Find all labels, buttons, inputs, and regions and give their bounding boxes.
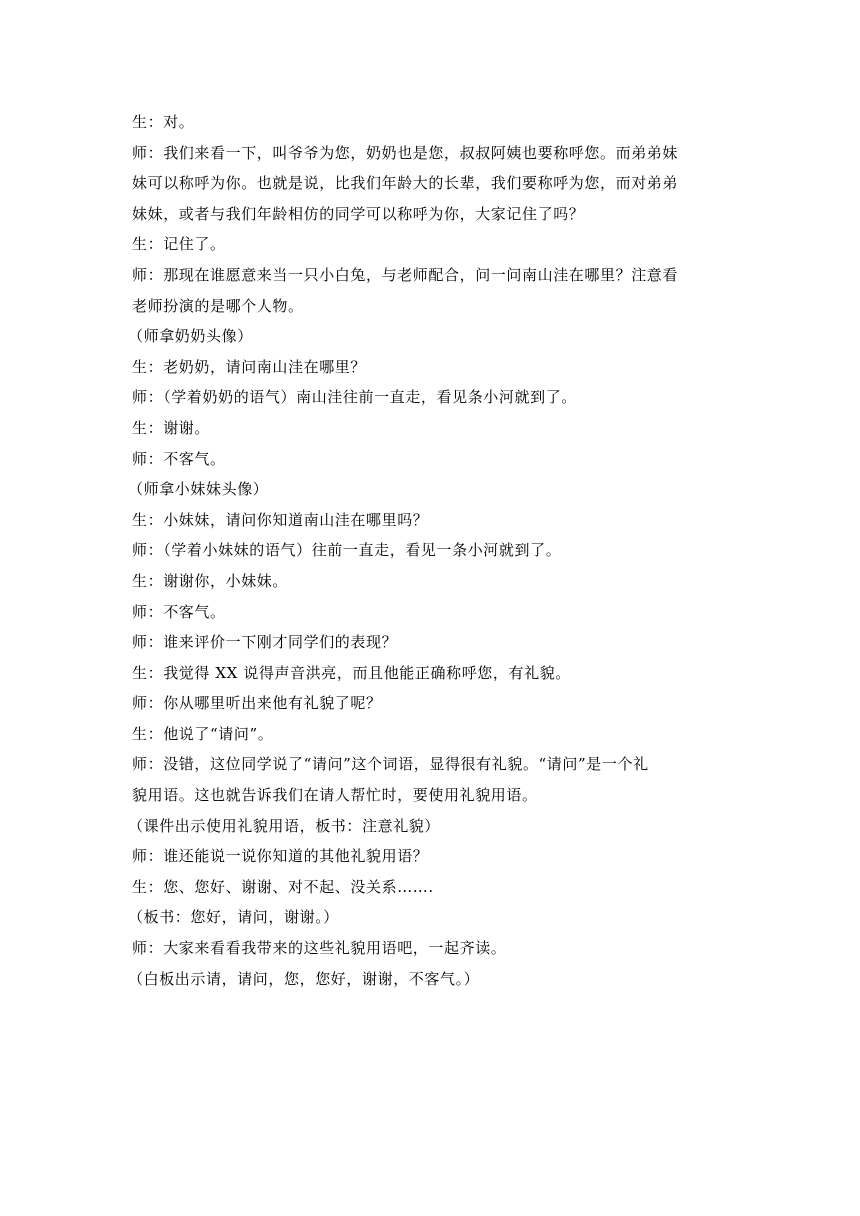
dialogue-line: 生：谢谢你，小妹妹。 xyxy=(132,571,289,590)
dialogue-line: 生：记住了。 xyxy=(132,235,226,254)
dialogue-line-continuation: 貌用语。这也就告诉我们在请人帮忙时，要使用礼貌用语。 xyxy=(132,786,538,805)
dialogue-line: 生：小妹妹，请问你知道南山洼在哪里吗？ xyxy=(132,510,429,529)
dialogue-line: 生：对。 xyxy=(132,113,195,131)
dialogue-line: （板书：您好，请问，谢谢。） xyxy=(128,908,339,927)
dialogue-line: 师：那现在谁愿意来当一只小白兔，与老师配合，问一问南山洼在哪里？注意看 xyxy=(132,265,679,284)
dialogue-line: 师：没错，这位同学说了“请问”这个词语，显得很有礼貌。“请问”是一个礼 xyxy=(132,755,649,774)
document-body xyxy=(128,107,732,994)
dialogue-line-continuation: 妹妹，或者与我们年龄相仿的同学可以称呼为你，大家记住了吗？ xyxy=(132,204,585,223)
dialogue-line: 师：我们来看一下，叫爷爷为您，奶奶也是您，叔叔阿姨也要称呼您。而弟弟妹 xyxy=(132,143,679,162)
dialogue-line: （师拿小妹妹头像） xyxy=(128,480,269,499)
dialogue-line: （师拿奶奶头像） xyxy=(128,327,253,346)
dialogue-line: 师：谁还能说一说你知道的其他礼貌用语？ xyxy=(132,847,429,866)
dialogue-line: 师：大家来看看我带来的这些礼貌用语吧，一起齐读。 xyxy=(132,939,507,958)
dialogue-line-continuation: 妹可以称呼为你。也就是说，比我们年龄大的长辈，我们要称呼为您，而对弟弟 xyxy=(132,174,679,193)
dialogue-line: 师：不客气。 xyxy=(132,449,226,468)
dialogue-line: 师：你从哪里听出来他有礼貌了呢？ xyxy=(132,694,382,713)
dialogue-line: 师：谁来评价一下刚才同学们的表现？ xyxy=(132,633,398,652)
dialogue-line: 师：不客气。 xyxy=(132,602,226,621)
dialogue-line: （课件出示使用礼貌用语，板书：注意礼貌） xyxy=(128,816,441,835)
dialogue-line-continuation: 老师扮演的是哪个人物。 xyxy=(132,296,304,315)
dialogue-line: 师：（学着奶奶的语气）南山洼往前一直走，看见条小河就到了。 xyxy=(132,388,577,407)
dialogue-line: 生：他说了“请问”。 xyxy=(132,724,274,743)
dialogue-line: 生：谢谢。 xyxy=(132,418,211,437)
dialogue-line: 师：（学着小妹妹的语气）往前一直走，看见一条小河就到了。 xyxy=(132,541,562,560)
dialogue-line: 生：我觉得 XX 说得声音洪亮，而且他能正确称呼您，有礼貌。 xyxy=(132,663,571,682)
dialogue-line: 生：老奶奶，请问南山洼在哪里？ xyxy=(132,357,367,376)
dialogue-line: （白板出示请，请问，您，您好，谢谢，不客气。） xyxy=(128,969,480,988)
dialogue-line: 生：您、您好、谢谢、对不起、没关系……. xyxy=(132,877,434,896)
